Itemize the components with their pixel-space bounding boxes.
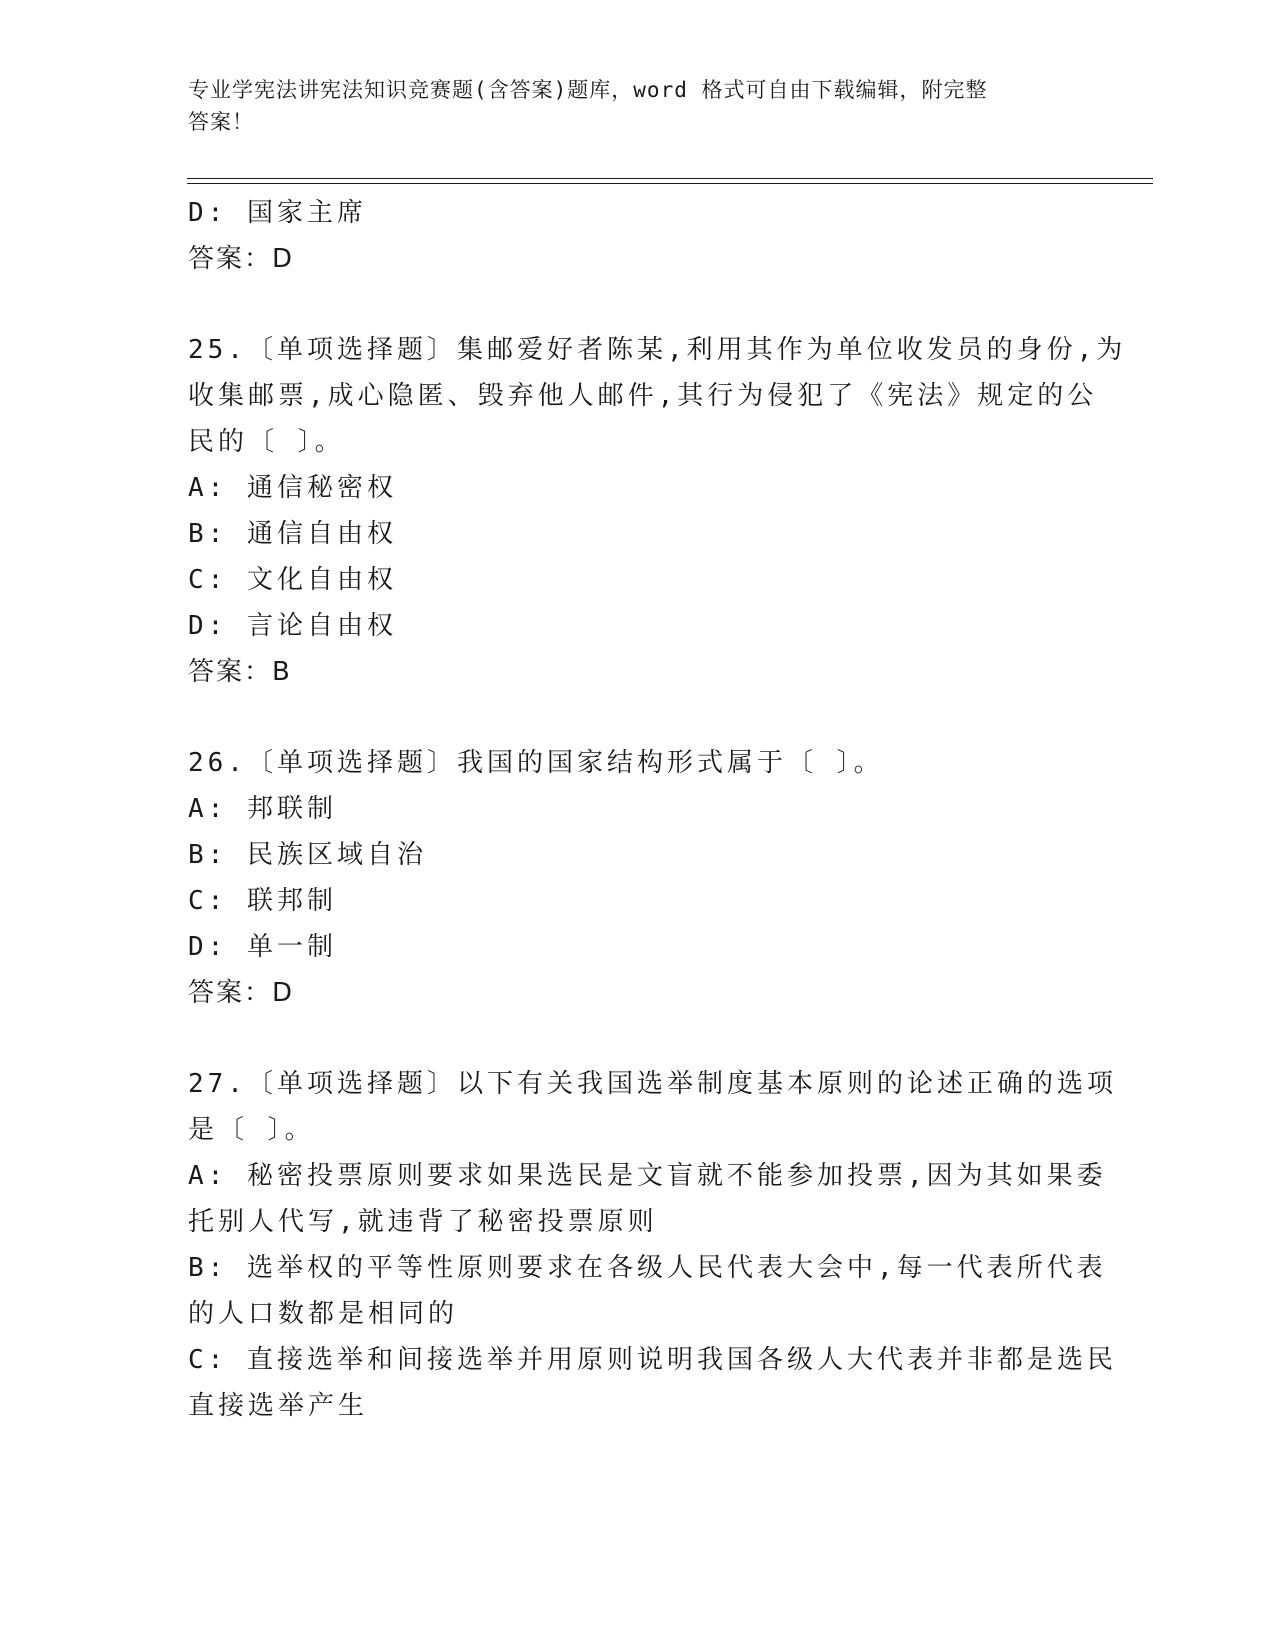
question-stem: 25.〔单项选择题〕集邮爱好者陈某,利用其作为单位收发员的身份,为 [188,335,1127,365]
option-a-continued: 托别人代写,就违背了秘密投票原则 [188,1207,658,1237]
question-26 [188,740,1088,1016]
question-27 [188,1061,1117,1429]
header-line-1: 专业学宪法讲宪法知识竞赛题(含答案)题库，word 格式可自由下载编辑，附完整 [188,78,988,102]
option-b: B: 通信自由权 [188,519,397,549]
question-stem: 民的〔 〕。 [188,427,345,457]
spacer [188,282,1088,327]
answer-line: 答案：D [188,978,295,1008]
document-body [188,190,1127,1429]
question-stem: 是〔 〕。 [188,1115,315,1145]
header-divider-bottom [187,183,1153,184]
option-b-continued: 的人口数都是相同的 [188,1299,459,1329]
option-c-continued: 直接选举产生 [188,1391,369,1421]
option-d: D: 单一制 [188,932,337,962]
option-a: A: 通信秘密权 [188,473,397,503]
question-stem: 收集邮票,成心隐匿、毁弃他人邮件,其行为侵犯了《宪法》规定的公 [188,381,1098,411]
document-header [188,74,1068,138]
header-line-2: 答案！ [188,110,254,134]
option-a: A: 邦联制 [188,794,337,824]
question-stem: 26.〔单项选择题〕我国的国家结构形式属于〔 〕。 [188,748,884,778]
spacer [188,695,1088,740]
spacer [188,1016,1088,1061]
answer-line: 答案：B [188,657,292,687]
option-c: C: 联邦制 [188,886,337,916]
option-d: D: 国家主席 [188,198,367,228]
header-divider-top [187,178,1153,179]
option-b: B: 民族区域自治 [188,840,427,870]
question-25 [188,327,1127,695]
option-a: A: 秘密投票原则要求如果选民是文盲就不能参加投票,因为其如果委 [188,1161,1107,1191]
question-24-tail [188,190,1088,282]
option-c: C: 文化自由权 [188,565,397,595]
option-c: C: 直接选举和间接选举并用原则说明我国各级人大代表并非都是选民 [188,1345,1117,1375]
answer-line: 答案：D [188,244,295,274]
question-stem: 27.〔单项选择题〕以下有关我国选举制度基本原则的论述正确的选项 [188,1069,1117,1099]
option-d: D: 言论自由权 [188,611,397,641]
option-b: B: 选举权的平等性原则要求在各级人民代表大会中,每一代表所代表 [188,1253,1107,1283]
